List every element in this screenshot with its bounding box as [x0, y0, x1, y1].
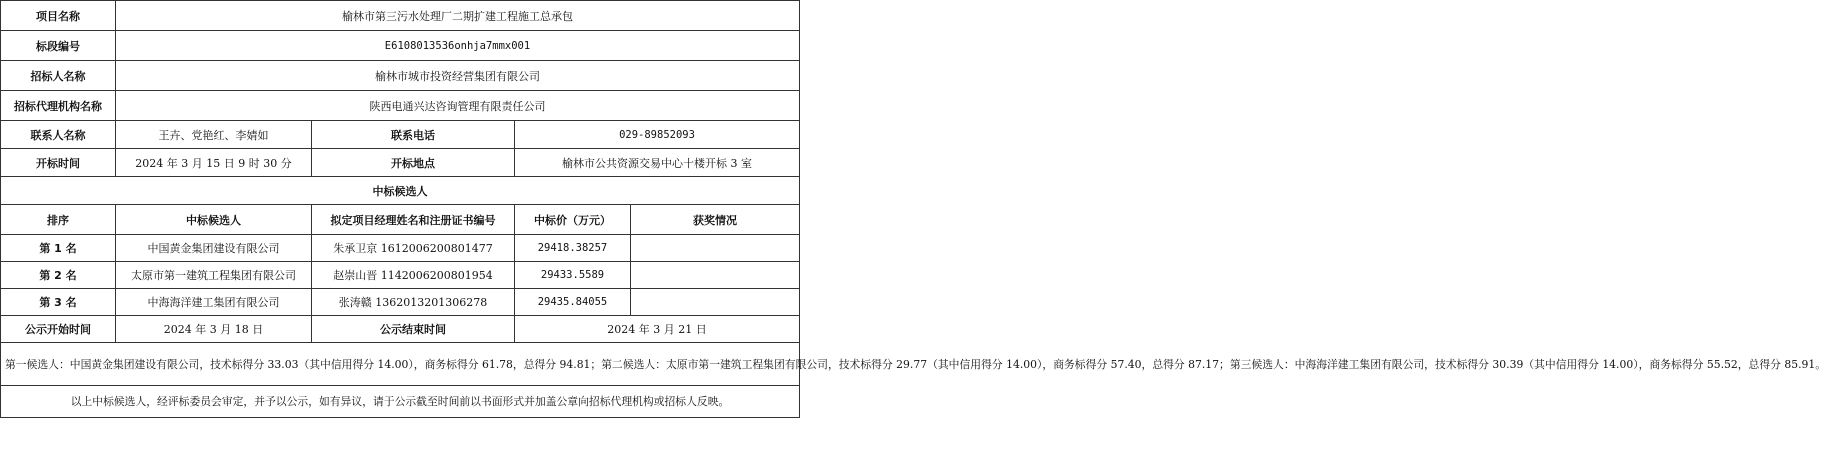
candidate-price: 29435.84055: [515, 289, 631, 316]
open-place-label: 开标地点: [312, 149, 515, 177]
col-header-price: 中标价（万元）: [515, 205, 631, 235]
publicity-end-value: 2024 年 3 月 21 日: [515, 316, 800, 343]
phone-value: 029-89852093: [515, 121, 800, 149]
candidates-header-row: [1, 205, 800, 235]
section-code-label: 标段编号: [1, 31, 116, 61]
open-time-value: 2024 年 3 月 15 日 9 时 30 分: [116, 149, 312, 177]
candidate-rank: 第 3 名: [1, 289, 116, 316]
row-summary: [1, 343, 800, 386]
objection-remark: 以上中标候选人，经评标委员会审定，并予以公示，如有异议，请于公示截至时间前以书面形式并加盖公章向招标代理机构或招标人反映。: [1, 386, 800, 418]
candidate-rank: 第 1 名: [1, 235, 116, 262]
col-header-rank: 排序: [1, 205, 116, 235]
col-header-manager: 拟定项目经理姓名和注册证书编号: [312, 205, 515, 235]
agency-label: 招标代理机构名称: [1, 91, 116, 121]
publicity-start-label: 公示开始时间: [1, 316, 116, 343]
agency-value: 陕西电通兴达咨询管理有限责任公司: [116, 91, 800, 121]
candidate-price: 29433.5589: [515, 262, 631, 289]
candidate-price: 29418.38257: [515, 235, 631, 262]
publicity-end-label: 公示结束时间: [312, 316, 515, 343]
table-row: [1, 289, 800, 316]
candidate-manager: 赵崇山晋 1142006200801954: [312, 262, 515, 289]
col-header-company: 中标候选人: [116, 205, 312, 235]
row-publicity: [1, 316, 800, 343]
row-remark: [1, 386, 800, 418]
candidates-section-title: 中标候选人: [1, 177, 800, 205]
table-row: [1, 235, 800, 262]
row-contact: [1, 121, 800, 149]
tenderee-label: 招标人名称: [1, 61, 116, 91]
publicity-start-value: 2024 年 3 月 18 日: [116, 316, 312, 343]
candidate-awards: [631, 289, 800, 316]
tenderee-value: 榆林市城市投资经营集团有限公司: [116, 61, 800, 91]
row-tenderee: [1, 61, 800, 91]
row-project-name: [1, 1, 800, 31]
open-time-label: 开标时间: [1, 149, 116, 177]
project-name-label: 项目名称: [1, 1, 116, 31]
row-candidates-title: [1, 177, 800, 205]
table-row: [1, 262, 800, 289]
candidate-manager: 朱承卫京 1612006200801477: [312, 235, 515, 262]
row-section-code: [1, 31, 800, 61]
contact-label: 联系人名称: [1, 121, 116, 149]
phone-label: 联系电话: [312, 121, 515, 149]
candidate-manager: 张涛赣 1362013201306278: [312, 289, 515, 316]
project-name-value: 榆林市第三污水处理厂二期扩建工程施工总承包: [116, 1, 800, 31]
row-agency: [1, 91, 800, 121]
candidate-awards: [631, 235, 800, 262]
contact-value: 王卉、党艳红、李婧如: [116, 121, 312, 149]
score-summary: 第一候选人：中国黄金集团建设有限公司，技术标得分 33.03（其中信用得分 14.00），商务标得分 61.78，总得分 94.81；第二候选人：太原市第一建筑工程集团有限公司，技术标得分 29.77（其中信用得分 14.00），商务标得分 57.40，总得分 87.17；第三候选人：中海海洋建工集团有限公司，技术标得分 30.39（其中信用得分 14.00），商务标得分 55.52，总得分 85.91。: [1, 343, 800, 386]
candidate-company: 中国黄金集团建设有限公司: [116, 235, 312, 262]
row-opening: [1, 149, 800, 177]
open-place-value: 榆林市公共资源交易中心十楼开标 3 室: [515, 149, 800, 177]
section-code-value: E6108013536onhja7mmx001: [116, 31, 800, 61]
candidate-company: 太原市第一建筑工程集团有限公司: [116, 262, 312, 289]
candidate-awards: [631, 262, 800, 289]
candidate-company: 中海海洋建工集团有限公司: [116, 289, 312, 316]
col-header-awards: 获奖情况: [631, 205, 800, 235]
candidate-rank: 第 2 名: [1, 262, 116, 289]
